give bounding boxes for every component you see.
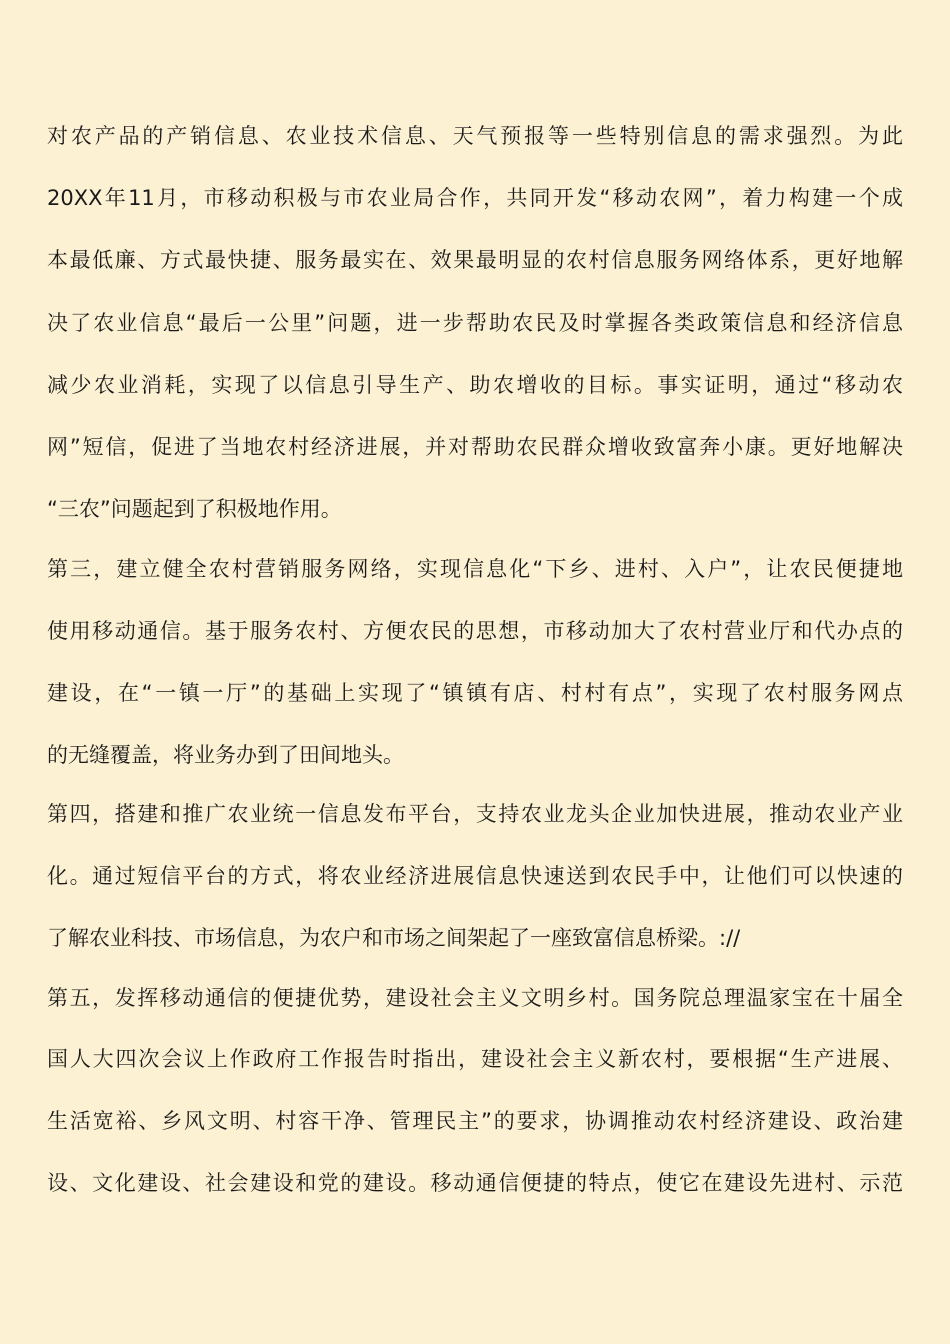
text-line: 使用移动通信。基于服务农村、方便农民的思想，市移动加大了农村营业厅和代办点的 [47,619,903,643]
text-line: 了解农业科技、市场信息，为农户和市场之间架起了一座致富信息桥梁。:// [47,926,741,950]
text-line: 化。通过短信平台的方式，将农业经济进展信息快速送到农民手中，让他们可以快速的 [47,864,903,888]
text-line: 的无缝覆盖，将业务办到了田间地头。 [47,743,404,767]
text-line: 第三，建立健全农村营销服务网络，实现信息化“下乡、进村、入户”，让农民便捷地 [47,557,903,581]
text-line: 设、文化建设、社会建设和党的建设。移动通信便捷的特点，使它在建设先进村、示范 [47,1171,903,1195]
text-line: 国人大四次会议上作政府工作报告时指出，建设社会主义新农村，要根据“生产进展、 [47,1047,903,1071]
text-line: 网”短信，促进了当地农村经济进展，并对帮助农民群众增收致富奔小康。更好地解决 [47,435,903,459]
text-line: 20XX年11月，市移动积极与市农业局合作，共同开发“移动农网”，着力构建一个成 [47,186,903,210]
text-line: 对农产品的产销信息、农业技术信息、天气预报等一些特别信息的需求强烈。为此 [47,124,903,148]
text-line: 决了农业信息“最后一公里”问题，进一步帮助农民及时掌握各类政策信息和经济信息 [47,311,903,335]
text-line: 本最低廉、方式最快捷、服务最实在、效果最明显的农村信息服务网络体系，更好地解 [47,248,903,272]
text-line: 第五，发挥移动通信的便捷优势，建设社会主义文明乡村。国务院总理温家宝在十届全 [47,986,903,1010]
text-line: 第四，搭建和推广农业统一信息发布平台，支持农业龙头企业加快进展，推动农业产业 [47,802,903,826]
text-line: 建设，在“一镇一厅”的基础上实现了“镇镇有店、村村有点”，实现了农村服务网点 [47,681,903,705]
text-line: 生活宽裕、乡风文明、村容干净、管理民主”的要求，协调推动农村经济建设、政治建 [47,1109,903,1133]
text-line: “三农”问题起到了积极地作用。 [47,497,342,521]
text-line: 减少农业消耗，实现了以信息引导生产、助农增收的目标。事实证明，通过“移动农 [47,373,903,397]
